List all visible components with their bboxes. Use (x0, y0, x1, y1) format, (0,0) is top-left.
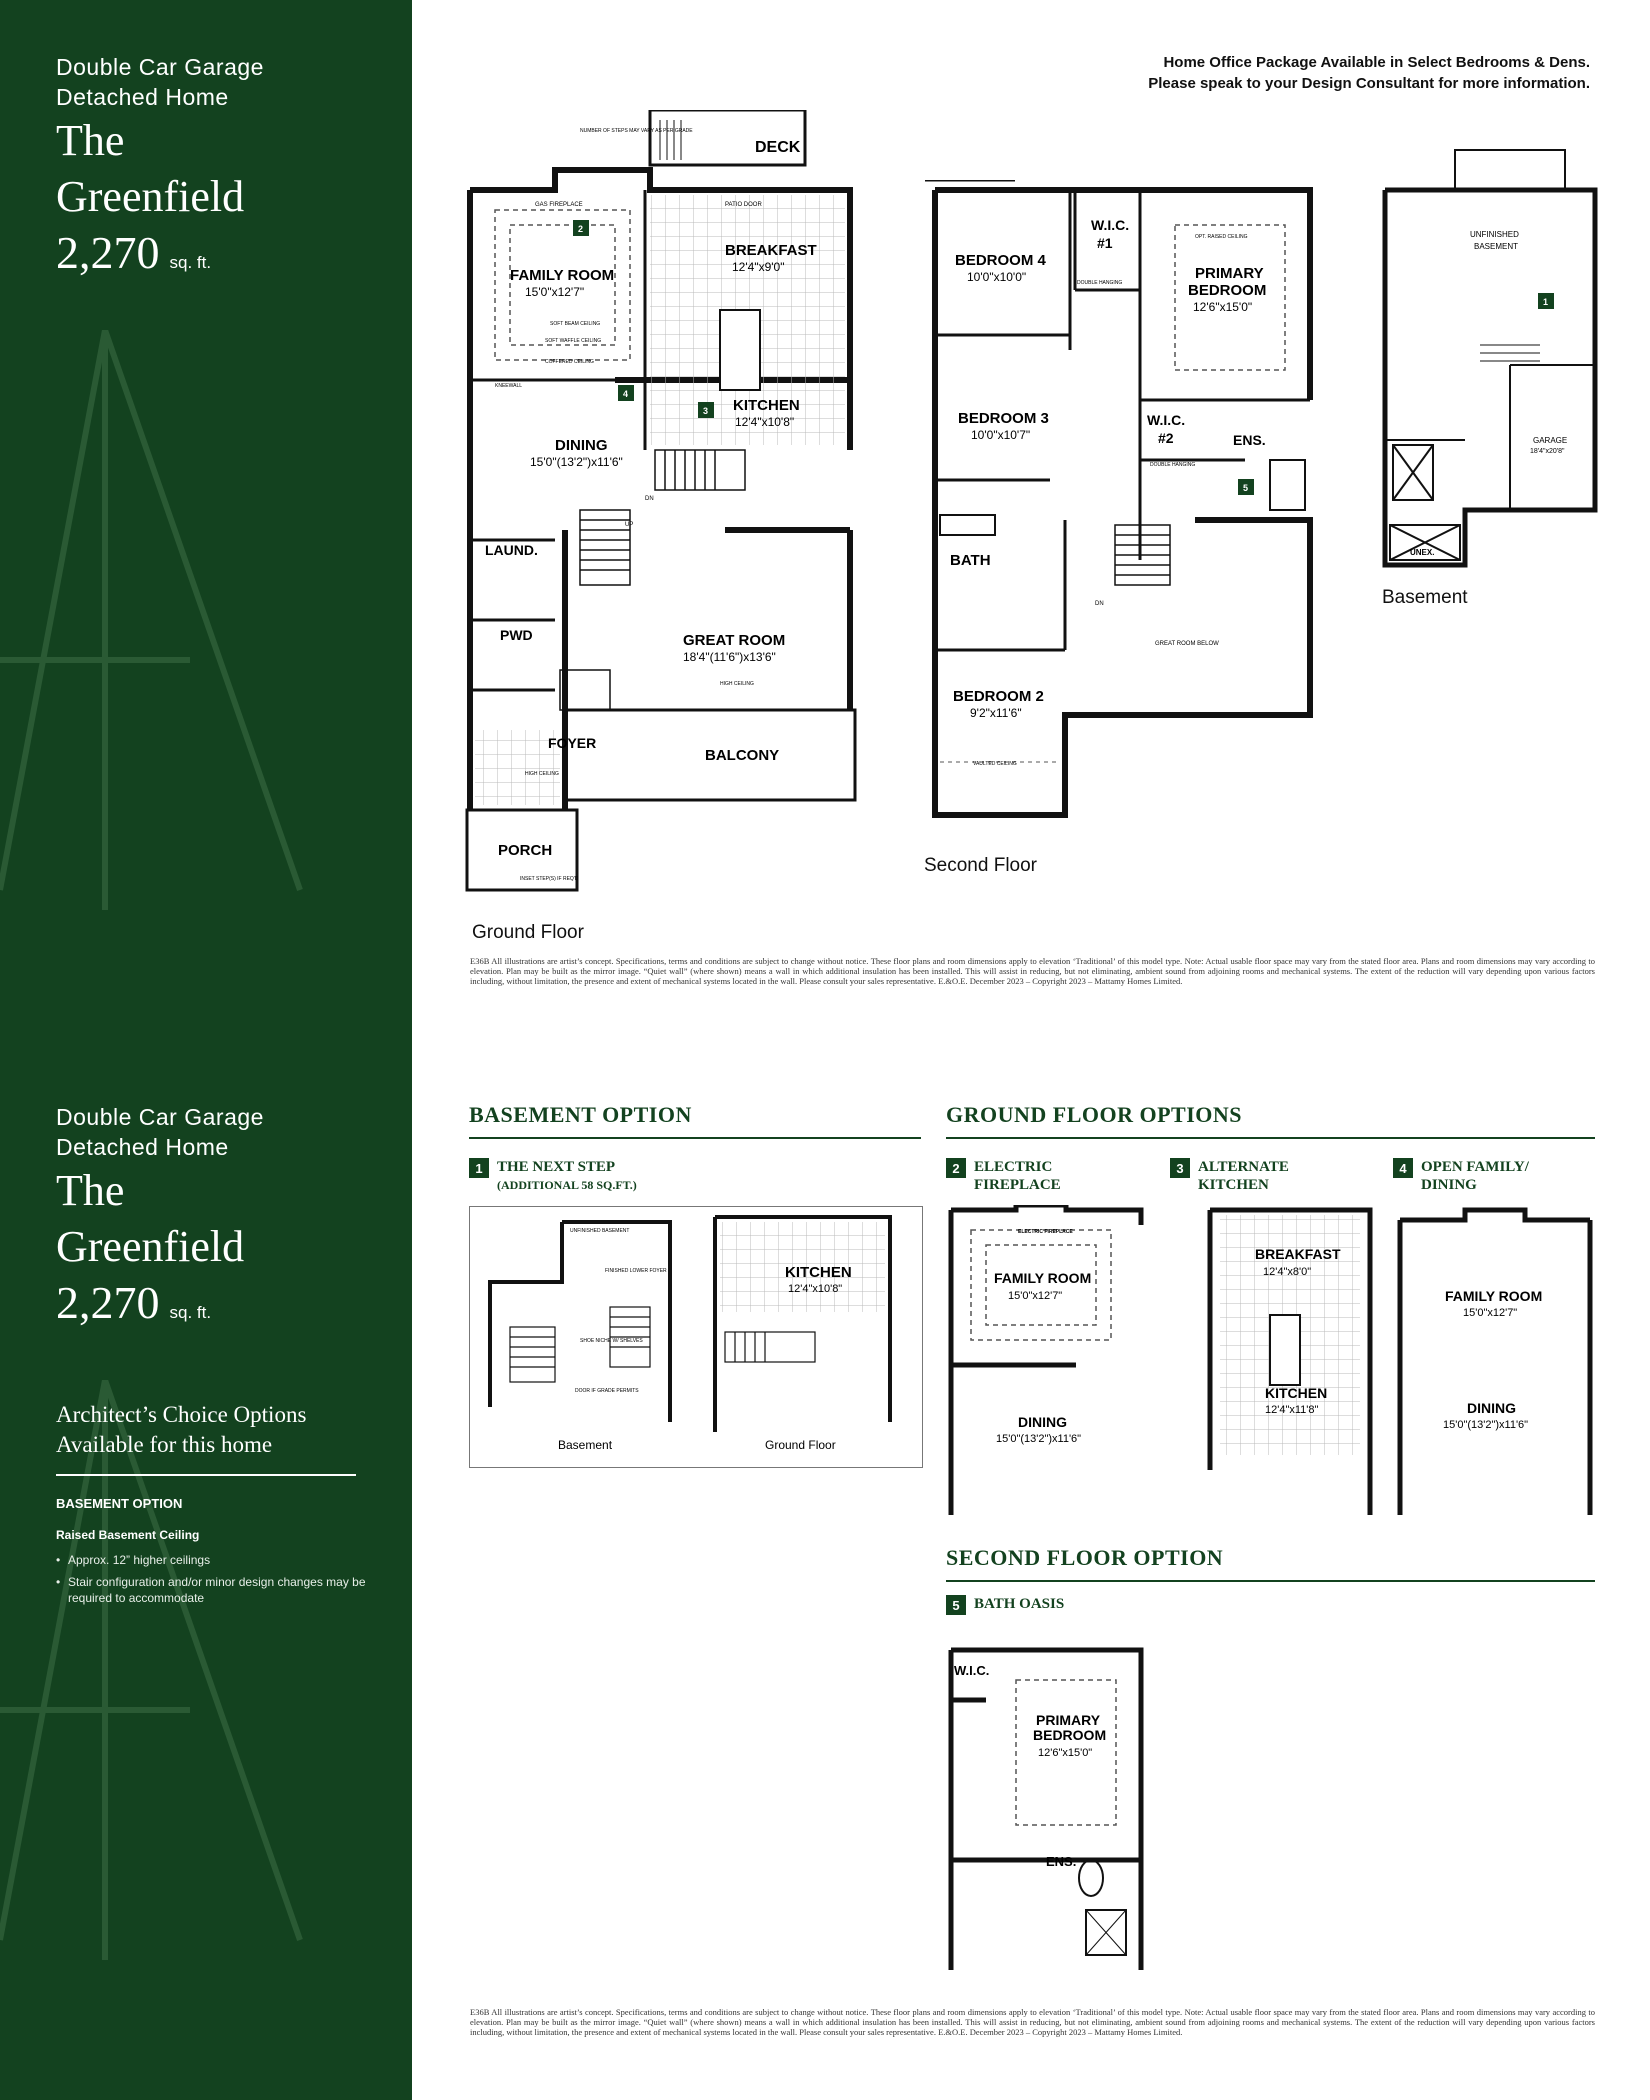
option-4 (1393, 1158, 1529, 1194)
second-option-heading: SECOND FLOOR OPTION (946, 1545, 1224, 1570)
opt1-kitchen-dim: 12'4"x10'8" (788, 1283, 843, 1295)
home-office-note (1148, 52, 1590, 94)
sqft-unit-b: sq. ft. (169, 1303, 212, 1322)
double-hanging-2: DOUBLE HANGING (1150, 462, 1196, 468)
ground-markers (455, 110, 875, 910)
model-name-line2: Greenfield (56, 172, 245, 221)
room-wic-2-num: #2 (1158, 430, 1174, 446)
coffered-label: COFFERED CEILING (545, 359, 594, 365)
room-bedroom-4: BEDROOM 4 (955, 252, 1046, 269)
marker-4: 4 (623, 389, 629, 399)
arch-bullet: • Approx. 12” higher ceilings (56, 1552, 366, 1568)
option-4-line2: DINING (1421, 1177, 1477, 1193)
patio-door-label: PATIO DOOR (725, 202, 762, 208)
room-primary-dim: 12'6"x15'0" (1193, 300, 1253, 314)
option-1-name: THE NEXT STEP (497, 1159, 616, 1175)
opt-raised-ceiling: OPT. RAISED CEILING (1195, 234, 1248, 240)
subtitle-line1: Double Car Garage (56, 54, 264, 80)
marker-3: 3 (703, 406, 709, 416)
opt1-shoe: SHOE NICHE W/ SHELVES (580, 1338, 643, 1344)
option-3 (1170, 1158, 1289, 1194)
opt3-breakfast-dim: 12'4"x8'0" (1263, 1266, 1312, 1278)
opt1-unfinished: UNFINISHED BASEMENT (570, 1228, 630, 1234)
subtitle-line2-b: Detached Home (56, 1134, 229, 1160)
marker-1: 1 (1543, 297, 1549, 307)
opt1-caption-ground: Ground Floor (765, 1438, 836, 1452)
option-2-title (974, 1158, 1061, 1194)
option-2-line2: FIREPLACE (974, 1177, 1061, 1193)
option-4-plan (1395, 1205, 1595, 1523)
option-1 (469, 1158, 637, 1194)
arch-divider (56, 1474, 356, 1476)
option-3-number: 3 (1170, 1158, 1190, 1178)
room-ensuite: ENS. (1233, 432, 1266, 448)
room-laundry: LAUND. (485, 542, 538, 558)
room-bedroom-3-dim: 10'0"x10'7" (971, 428, 1031, 442)
sqft-unit: sq. ft. (169, 253, 212, 272)
option-2-line1: ELECTRIC (974, 1159, 1053, 1175)
option-5 (946, 1595, 1064, 1615)
room-foyer: FOYER (548, 735, 597, 751)
second-floor-caption: Second Floor (924, 855, 1038, 876)
great-room-below: GREAT ROOM BELOW (1155, 641, 1219, 647)
room-breakfast-dim: 12'4"x9'0" (732, 260, 785, 274)
marker-5: 5 (1243, 483, 1249, 493)
room-bedroom-3: BEDROOM 3 (958, 410, 1049, 427)
arch-title-line1: Architect’s Choice Options (56, 1402, 307, 1427)
subtitle-line1-b: Double Car Garage (56, 1104, 264, 1130)
porch-label: PORCH (498, 842, 553, 859)
room-powder: PWD (500, 627, 533, 643)
model-header-bottom (56, 1102, 264, 1342)
disclaimer-bottom: E36B All illustrations are artist’s concept. Specifications, terms and conditions are subject to change without notice. These floor plans and room dimensions apply to elevation ‘Traditional’ of this model type. Note: Actual usable floor space may vary from the stated floor area. Plans and room dimensions may vary according to elevation. Plan may be built as the mirror image. “Quiet wall” (where shown) means a wall in which additional insulation has been installed. This will assist in reducing, but not eliminating, ambient sound from adjoining rooms and mechanical systems. The extent of the reduction will vary depending upon various factors including, without limitation, the presence and extent of mechanical systems located in the wall. Please consult your sales representative. E.&O.E. December 2023 – Copyright 2023 – Mattamy Homes Limited. (470, 2007, 1595, 2037)
room-deck: DECK (755, 139, 801, 156)
opt2-dining: DINING (1018, 1414, 1067, 1430)
room-primary-bedroom: BEDROOM (1188, 282, 1267, 299)
second-option-rule (946, 1580, 1595, 1582)
room-kitchen-dim: 12'4"x10'8" (735, 415, 795, 429)
option-5-title: BATH OASIS (974, 1596, 1065, 1612)
option-5-plan (946, 1640, 1146, 1975)
room-great-dim: 18'4"(11'6")x13'6" (683, 650, 776, 664)
opt4-dining: DINING (1467, 1400, 1516, 1416)
arch-option-name: Raised Basement Ceiling (56, 1528, 200, 1542)
room-family: FAMILY ROOM (510, 267, 615, 284)
second-markers (925, 180, 1345, 830)
architect-options-title (56, 1400, 356, 1460)
room-unexcavated: UNEX. (1410, 548, 1435, 557)
opt3-kitchen-dim: 12'4"x11'8" (1265, 1404, 1319, 1416)
room-kitchen: KITCHEN (733, 397, 800, 414)
room-wic-1-num: #1 (1097, 235, 1113, 251)
opt2-family-dim: 15'0"x12'7" (1008, 1290, 1063, 1302)
opt1-kitchen: KITCHEN (785, 1264, 852, 1281)
option-4-number: 4 (1393, 1158, 1413, 1178)
arch-option-heading: BASEMENT OPTION (56, 1496, 183, 1511)
room-bedroom-2-dim: 9'2"x11'6" (970, 706, 1022, 720)
room-primary: PRIMARY (1195, 265, 1264, 282)
soft-beam-label: SOFT BEAM CEILING (550, 321, 601, 327)
room-bath: BATH (950, 552, 991, 569)
kneewall-label: KNEEWALL (495, 383, 523, 389)
sidebar (0, 0, 412, 2100)
basement-option-heading: BASEMENT OPTION (469, 1102, 692, 1127)
option-1-sub: (ADDITIONAL 58 SQ.FT.) (497, 1178, 637, 1192)
vaulted-ceiling: VAULTED CEILING (973, 761, 1017, 767)
opt2-dining-dim: 15'0"(13'2")x11'6" (996, 1433, 1082, 1445)
model-sqft-b (56, 1274, 264, 1342)
opt3-kitchen: KITCHEN (1265, 1385, 1328, 1401)
opt3-breakfast: BREAKFAST (1255, 1246, 1341, 1262)
option-1-plans (470, 1207, 920, 1465)
room-wic-1: W.I.C. (1091, 217, 1130, 233)
stair-dn: DN (645, 496, 654, 502)
option-3-title (1198, 1158, 1289, 1194)
option-1-title (497, 1158, 637, 1194)
basement-option-rule (469, 1137, 921, 1139)
option-2 (946, 1158, 1061, 1194)
sqft-value-b: 2,270 (56, 1277, 160, 1328)
gas-fireplace-label: GAS FIREPLACE (535, 202, 583, 208)
high-ceiling-great: HIGH CEILING (720, 681, 754, 687)
room-garage-dim: 18'4"x20'8" (1530, 448, 1565, 455)
basement-caption: Basement (1382, 587, 1468, 608)
room-garage: GARAGE (1533, 436, 1568, 445)
opt5-ensuite: ENS. (1046, 1854, 1077, 1869)
option-3-line1: ALTERNATE (1198, 1159, 1289, 1175)
opt5-bedroom: BEDROOM (1033, 1727, 1107, 1743)
ground-options-rule (946, 1137, 1595, 1139)
room-dining: DINING (555, 437, 608, 454)
room-bedroom-4-dim: 10'0"x10'0" (967, 270, 1027, 284)
opt1-caption-basement: Basement (558, 1438, 613, 1452)
model-name-line1-b: The (56, 1166, 125, 1215)
model-name-line1: The (56, 116, 125, 165)
room-breakfast: BREAKFAST (725, 242, 817, 259)
arch-bullet: • Stair configuration and/or minor design changes may be required to accommodate (56, 1574, 366, 1606)
model-name-line2-b: Greenfield (56, 1222, 245, 1271)
stair-dn-2: DN (1095, 601, 1104, 607)
disclaimer-top: E36B All illustrations are artist’s concept. Specifications, terms and conditions are subject to change without notice. These floor plans and room dimensions apply to elevation ‘Traditional’ of this model type. Note: Actual usable floor space may vary from the stated floor area. Plans and room dimensions may vary according to elevation. Plan may be built as the mirror image. “Quiet wall” (where shown) means a wall in which additional insulation has been installed. This will assist in reducing, but not eliminating, ambient sound from adjoining rooms and mechanical systems. The extent of the reduction will vary depending upon various factors including, without limitation, the presence and extent of mechanical systems located in the wall. Please consult your sales representative. E.&O.E. December 2023 – Copyright 2023 – Mattamy Homes Limited. (470, 956, 1595, 986)
opt5-wic: W.I.C. (954, 1663, 990, 1678)
ground-floor-caption: Ground Floor (472, 922, 584, 943)
model-sqft (56, 224, 264, 292)
inset-steps-label: INSET STEP(S) IF REQ'D (520, 876, 579, 882)
option-3-line2: KITCHEN (1198, 1177, 1269, 1193)
balcony-label: BALCONY (705, 747, 780, 764)
option-5-number: 5 (946, 1595, 966, 1615)
room-unfinished: UNFINISHED (1470, 230, 1519, 239)
steps-note: NUMBER OF STEPS MAY VARY AS PER GRADE (580, 128, 693, 134)
double-hanging-1: DOUBLE HANGING (1077, 280, 1123, 286)
soft-waffle-label: SOFT WAFFLE CEILING (545, 338, 602, 344)
room-basement: BASEMENT (1474, 242, 1519, 251)
arch-bullets (56, 1552, 366, 1612)
opt4-family-dim: 15'0"x12'7" (1463, 1307, 1518, 1319)
model-header-top (56, 52, 264, 292)
ground-options-heading: GROUND FLOOR OPTIONS (946, 1102, 1243, 1127)
opt2-family: FAMILY ROOM (994, 1270, 1092, 1286)
opt1-finished: FINISHED LOWER FOYER (605, 1268, 667, 1274)
opt2-fireplace: ELECTRIC FIREPLACE (1018, 1229, 1073, 1235)
room-bedroom-2: BEDROOM 2 (953, 688, 1044, 705)
room-wic-2: W.I.C. (1147, 412, 1186, 428)
note-line2: Please speak to your Design Consultant for more information. (1148, 75, 1590, 92)
option-2-number: 2 (946, 1158, 966, 1178)
option-3-plan (1170, 1205, 1375, 1523)
basement-plan (1375, 145, 1605, 570)
option-4-title (1421, 1158, 1529, 1194)
arch-title-line2: Available for this home (56, 1432, 273, 1457)
stair-up: UP (625, 522, 634, 528)
room-family-dim: 15'0"x12'7" (525, 285, 585, 299)
option-1-number: 1 (469, 1158, 489, 1178)
option-4-line1: OPEN FAMILY/ (1421, 1159, 1529, 1175)
opt5-primary: PRIMARY (1036, 1712, 1101, 1728)
opt4-family: FAMILY ROOM (1445, 1288, 1543, 1304)
high-ceiling-foyer: HIGH CEILING (525, 771, 559, 777)
tree-watermark-bottom (0, 1380, 412, 1960)
option-2-plan (946, 1205, 1146, 1523)
opt1-door: DOOR IF GRADE PERMITS (575, 1388, 639, 1394)
subtitle-line2: Detached Home (56, 84, 229, 110)
opt4-dining-dim: 15'0"(13'2")x11'6" (1443, 1419, 1529, 1431)
sqft-value: 2,270 (56, 227, 160, 278)
room-great: GREAT ROOM (683, 632, 786, 649)
note-line1: Home Office Package Available in Select Bedrooms & Dens. (1163, 54, 1590, 71)
room-dining-dim: 15'0"(13'2")x11'6" (530, 455, 623, 469)
tree-watermark-top (0, 330, 412, 910)
opt5-dim: 12'6"x15'0" (1038, 1747, 1093, 1759)
marker-2: 2 (578, 224, 584, 234)
